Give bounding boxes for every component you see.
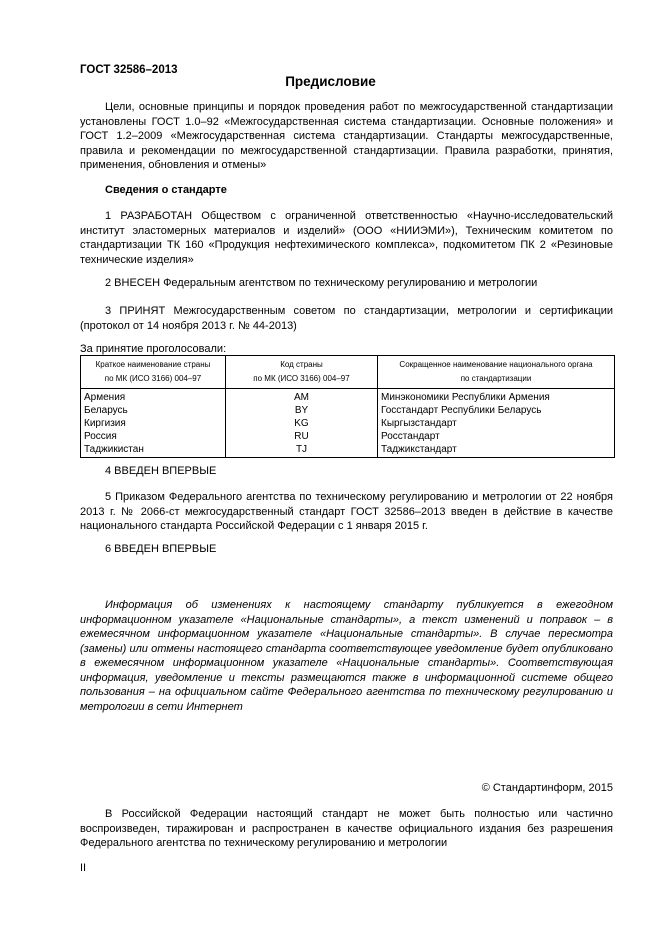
national-body: Росстандарт (378, 430, 615, 443)
table-row (81, 404, 615, 417)
item-adopted: 3 ПРИНЯТ Межгосударственным советом по стандартизации, метрологии и сертификации (протокол от 14 ноября 2013 г. № 44-2013) (80, 305, 613, 332)
item-first-introduced-2: 6 ВВЕДЕН ВПЕРВЫЕ (105, 543, 217, 555)
table-row (81, 389, 615, 405)
country-name: Киргизия (81, 417, 226, 430)
country-code: BY (226, 404, 378, 417)
standard-code: ГОСТ 32586–2013 (80, 64, 178, 76)
national-body: Минэкономики Республики Армения (378, 389, 615, 405)
table-row (81, 430, 615, 443)
copyright: © Стандартинформ, 2015 (481, 782, 613, 794)
item-first-introduced: 4 ВВЕДЕН ВПЕРВЫЕ (105, 465, 217, 477)
country-code: TJ (226, 443, 378, 458)
national-body: Кыргызстандарт (378, 417, 615, 430)
info-heading: Сведения о стандарте (105, 184, 227, 196)
notice-paragraph: Информация об изменениях к настоящему стандарту публикуется в ежегодном информационном указателе «Национальные стандарты», а текст изменений и поправок – в ежемесячном информационном указателе «Национальные стандарты». В случае пересмотра (замены) или отмены настоящего стандарта соответствующее уведомление будет опубликовано в ежемесячном информационном указателе «Национальные стандарты». Соответствующая информация, уведомление и тексты размещаются также в информационной системе общего пользования – на официальном сайте Федерального агентства по техническому регулированию и метрологии в сети Интернет (80, 599, 613, 713)
reproduction-paragraph: В Российской Федерации настоящий стандарт не может быть полностью или частично воспроизведен, тиражирован и распространен в качестве официального издания без разрешения Федерального агентства по техническому регулированию и метрологии (80, 808, 613, 849)
item-introduced-by: 2 ВНЕСЕН Федеральным агентством по техническому регулированию и метрологии (105, 277, 538, 289)
country-name: Таджикистан (81, 443, 226, 458)
page-title: Предисловие (285, 74, 376, 89)
header-country-code: Код страны по МК (ИСО 3166) 004–97 (226, 356, 378, 389)
country-name: Беларусь (81, 404, 226, 417)
item-developed: 1 РАЗРАБОТАН Обществом с ограниченной ответственностью «Научно-исследовательский институт эластомерных материалов и изделий» (ООО «НИИЭМИ»), Техническим комитетом по стандартизации ТК 160 «Продукция нефтехимического комплекса», подкомитетом ПК 2 «Резиновые технические изделия» (80, 210, 613, 266)
intro-paragraph: Цели, основные принципы и порядок проведения работ по межгосударственной стандартизации установлены ГОСТ 1.0–92 «Межгосударственная система стандартизации. Основные положения» и ГОСТ 1.2–2009 «Межгосударственная система стандартизации. Стандарты межгосударственные, правила и рекомендации по межгосударственной стандартизации. Правила разработки, принятия, применения, обновления и отмены» (80, 101, 613, 171)
table-row (81, 443, 615, 458)
national-body: Таджикстандарт (378, 443, 615, 458)
country-code: KG (226, 417, 378, 430)
header-national-body: Сокращенное наименование национального органа по стандартизации (378, 356, 615, 389)
voting-table-header (81, 356, 615, 389)
country-code: AM (226, 389, 378, 405)
voting-table (80, 355, 615, 458)
country-name: Армения (81, 389, 226, 405)
item-order: 5 Приказом Федерального агентства по техническому регулированию и метрологии от 22 ноября 2013 г. № 2066-ст межгосударственный стандарт ГОСТ 32586–2013 введен в действие в качестве национального стандарта Российской Федерации с 1 января 2015 г. (80, 491, 613, 532)
header-country-name: Краткое наименование страны по МК (ИСО 3166) 004–97 (81, 356, 226, 389)
table-row (81, 417, 615, 430)
page-number: II (80, 862, 87, 874)
country-code: RU (226, 430, 378, 443)
national-body: Госстандарт Республики Беларусь (378, 404, 615, 417)
country-name: Россия (81, 430, 226, 443)
voting-caption: За принятие проголосовали: (80, 343, 227, 355)
